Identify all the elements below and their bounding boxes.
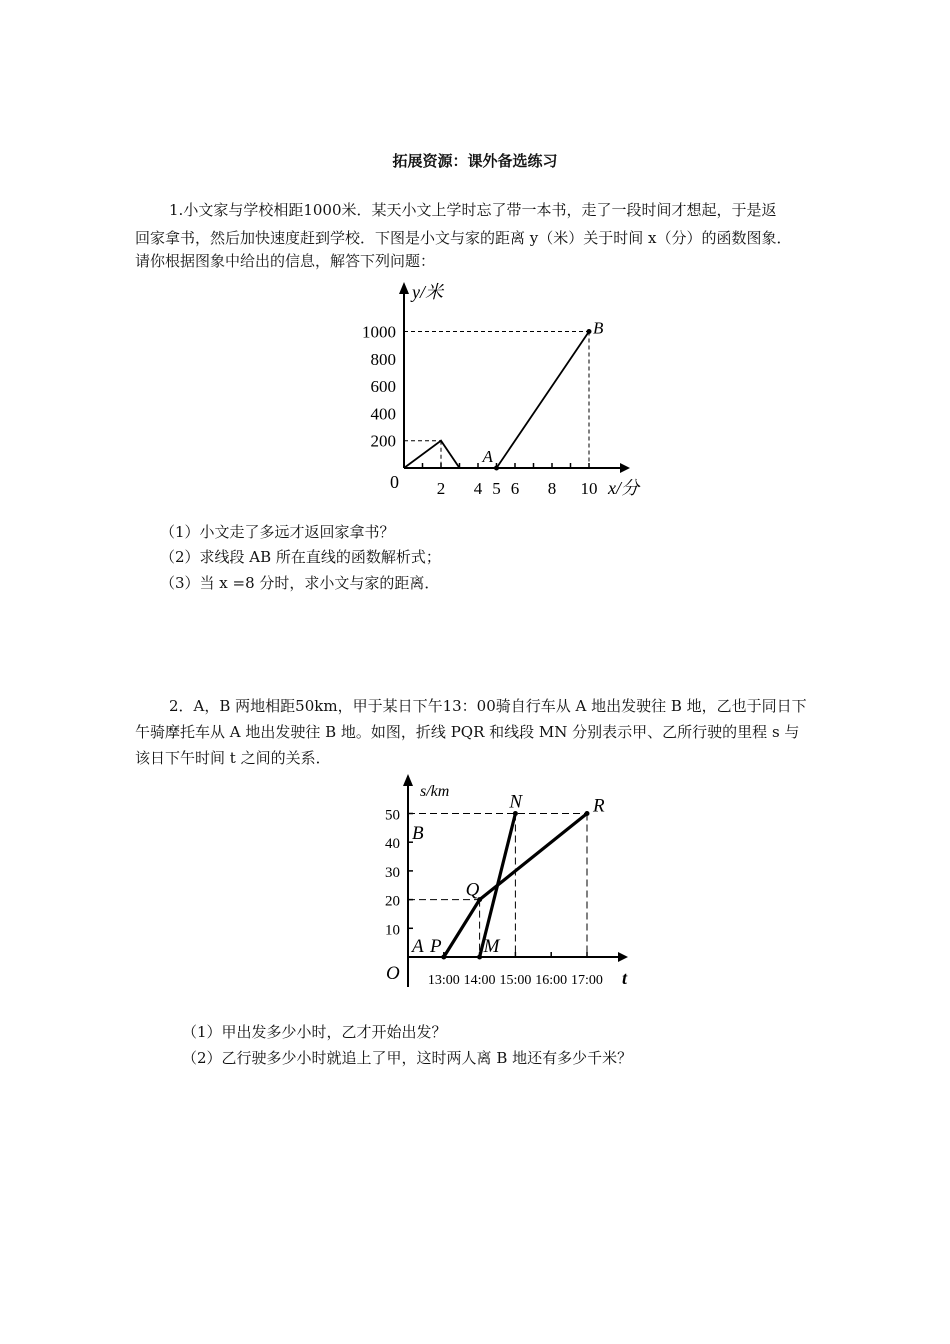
x-tick-label: 8: [547, 479, 557, 498]
origin-label: 0: [390, 472, 399, 492]
point-a-dot: [494, 466, 499, 471]
origin-label: O: [386, 963, 400, 984]
x-axis-arrow: [620, 463, 630, 473]
point-r-dot: [585, 811, 590, 816]
point-p-dot: [441, 955, 446, 960]
x-tick-label: 15:00: [499, 973, 532, 988]
x-axis-label: x/分: [608, 478, 639, 498]
y-tick-label: 200: [370, 431, 396, 451]
y-axis-label: s/km: [420, 783, 450, 800]
problem2-question-2: （2）乙行驶多少小时就追上了甲，这时两人离 B 地还有多少千米？: [182, 1049, 633, 1067]
y-tick-label: 400: [370, 404, 396, 424]
y-tick-label: 600: [370, 377, 396, 397]
problem2-intro: [135, 692, 835, 720]
x-tick-label: 13:00: [427, 973, 460, 988]
problem1-number: 1.: [169, 201, 184, 219]
point-b-label: B: [593, 318, 604, 338]
point-r-label: R: [593, 795, 605, 817]
x-tick-label: 10: [580, 479, 598, 498]
y-tick-label: 10: [385, 922, 400, 939]
page-title: 拓展资源：课外备选练习: [392, 152, 558, 170]
point-m-dot: [477, 955, 482, 960]
y-tick-label: 1000: [362, 322, 396, 342]
problem2-line2: 午骑摩托车从 A 地出发驶往 B 地。如图，折线 PQR 和线段 MN 分别表示甲、乙所行驶的里程 s 与: [135, 723, 800, 741]
y-axis-arrow: [399, 282, 409, 294]
x-tick-label: 17:00: [571, 973, 603, 988]
point-n-label: N: [509, 791, 523, 813]
x-tick-label: 5: [492, 479, 501, 498]
point-b-dot: [587, 329, 592, 334]
y-tick-label: 20: [385, 893, 400, 910]
point-a-label: A: [482, 447, 493, 466]
y-tick-label: 40: [385, 836, 400, 853]
problem1-question-2: （2）求线段 AB 所在直线的函数解析式；: [160, 548, 441, 566]
problem1-question-1: （1）小文走了多远才返回家拿书？: [160, 523, 395, 541]
problem2-line3: 该日下午时间 t 之间的关系．: [135, 749, 331, 767]
problem1-question-3: （3）当 x =8 分时，求小文与家的距离．: [160, 574, 440, 592]
y-axis-arrow: [403, 774, 413, 786]
distance-line: [404, 332, 589, 469]
problem1-line2: 回家拿书，然后加快速度赶到学校．下图是小文与家的距离 y（米）关于时间 x（分）的函数图象．: [135, 229, 792, 247]
x-tick-label: 14:00: [463, 973, 496, 988]
problem1-line1: 小文家与学校相距1000米．某天小文上学时忘了带一本书，走了一段时间才想起，于是返: [183, 201, 777, 219]
y-tick-label: 30: [385, 864, 400, 881]
point-p-label: P: [430, 936, 442, 957]
problem2-question-1: （1）甲出发多少小时，乙才开始出发？: [182, 1023, 447, 1041]
y-tick-label: 800: [370, 349, 396, 369]
problem2-number: 2．: [169, 697, 194, 715]
label-a: A: [412, 936, 424, 957]
x-tick-label: 6: [510, 479, 520, 498]
chart1-distance-graph: [350, 280, 650, 500]
problem2-line1: A，B 两地相距50km，甲于某日下午13：00骑自行车从 A 地出发驶往 B 地，乙也于同日下: [193, 697, 807, 715]
point-m-label: M: [483, 936, 500, 957]
chart2-mileage-graph: [360, 770, 660, 1010]
point-q-label: Q: [465, 879, 480, 901]
problem1-intro: [135, 196, 835, 224]
x-tick-label: 16:00: [535, 973, 568, 988]
x-axis-arrow: [618, 952, 628, 962]
x-tick-label: 4: [473, 479, 483, 498]
y-tick-label: 50: [385, 807, 400, 824]
x-axis-label: t: [622, 968, 628, 988]
problem1-line3: 请你根据图象中给出的信息，解答下列问题：: [135, 252, 436, 270]
label-b: B: [412, 823, 424, 844]
x-tick-label: 2: [436, 479, 446, 498]
y-axis-label: y/米: [412, 282, 443, 302]
